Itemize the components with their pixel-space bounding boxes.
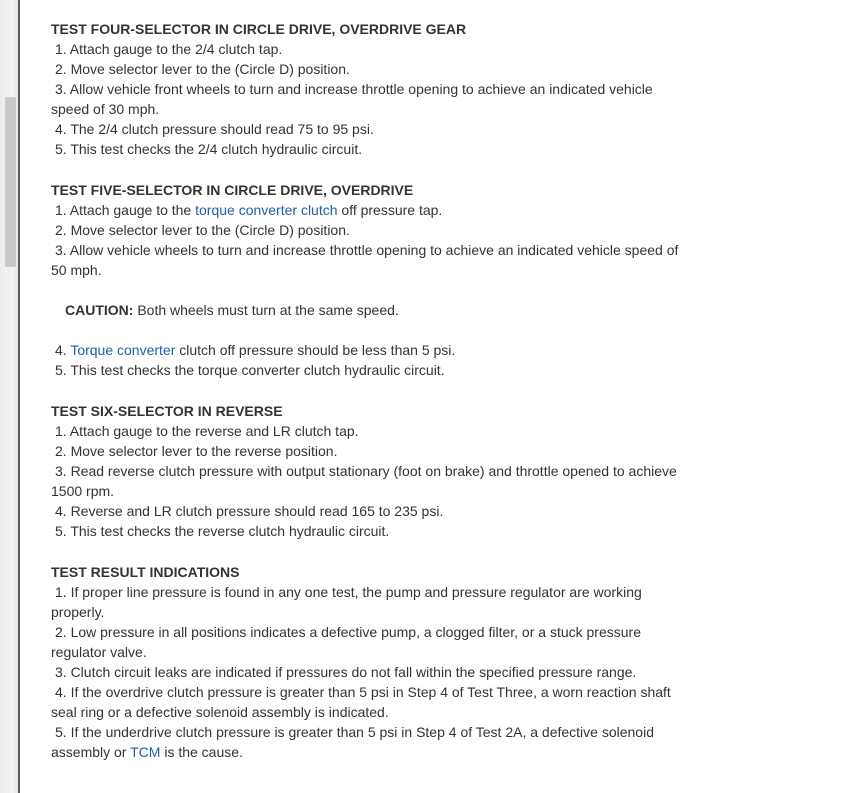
step-text: 2. Move selector lever to the reverse position. (55, 443, 338, 459)
caution-text: Both wheels must turn at the same speed. (133, 302, 399, 318)
section-title: TEST SIX-SELECTOR IN REVERSE (51, 403, 283, 419)
step-item (51, 119, 681, 139)
left-scrollbar-track[interactable] (0, 0, 18, 793)
step-text: 3. Allow vehicle wheels to turn and increase throttle opening to achieve an indicated vehicle speed of 50 mph. (51, 242, 679, 278)
section-test-result-indications (51, 561, 681, 762)
section-test-four (51, 18, 681, 159)
step-text: is the cause. (160, 744, 243, 760)
step-item (51, 39, 681, 59)
step-text: 5. This test checks the torque converter clutch hydraulic circuit. (55, 362, 445, 378)
step-item (51, 521, 681, 541)
step-item (51, 682, 681, 722)
tcm-link[interactable]: TCM (130, 744, 161, 760)
step-item (51, 461, 681, 501)
step-item (51, 139, 681, 159)
caution-label: CAUTION: (65, 302, 134, 318)
step-item (51, 360, 681, 380)
step-item (51, 200, 681, 220)
step-text: 3. Read reverse clutch pressure with output stationary (foot on brake) and throttle opened to achieve 1500 rpm. (51, 463, 677, 499)
section-test-five (51, 179, 681, 380)
step-item (51, 340, 681, 360)
step-text: 5. If the underdrive clutch pressure is greater than 5 psi in Step 4 of Test 2A, a defective solenoid assembly or (51, 724, 654, 760)
step-item (51, 240, 681, 280)
step-text: off pressure tap. (337, 202, 443, 218)
step-item (51, 59, 681, 79)
step-item (51, 582, 681, 622)
step-item (51, 722, 681, 762)
step-text: 3. Clutch circuit leaks are indicated if pressures do not fall within the specified pressure range. (55, 664, 637, 680)
step-text: 3. Allow vehicle front wheels to turn and increase throttle opening to achieve an indicated vehicle speed of 30 mph. (51, 81, 653, 117)
step-text: 4. Reverse and LR clutch pressure should read 165 to 235 psi. (55, 503, 444, 519)
step-text: 4. If the overdrive clutch pressure is greater than 5 psi in Step 4 of Test Three, a worn reaction shaft seal ring or a defective solenoid assembly is indicated. (51, 684, 671, 720)
torque-converter-clutch-link[interactable]: torque converter clutch (195, 202, 338, 218)
scrollbar-thumb[interactable] (5, 97, 16, 267)
document-content (51, 18, 681, 782)
section-test-six (51, 400, 681, 541)
step-text: 2. Move selector lever to the (Circle D) position. (55, 222, 350, 238)
step-text: 1. Attach gauge to the (55, 202, 196, 218)
step-item (51, 441, 681, 461)
step-text: 2. Low pressure in all positions indicates a defective pump, a clogged filter, or a stuck pressure regulator valve. (51, 624, 641, 660)
step-item (51, 79, 681, 119)
step-text: 1. Attach gauge to the reverse and LR clutch tap. (55, 423, 359, 439)
step-text: clutch off pressure should be less than 5 psi. (175, 342, 456, 358)
section-title: TEST RESULT INDICATIONS (51, 564, 240, 580)
step-text: 4. The 2/4 clutch pressure should read 75 to 95 psi. (55, 121, 374, 137)
panel-divider (18, 0, 20, 793)
step-text: 5. This test checks the reverse clutch hydraulic circuit. (55, 523, 390, 539)
section-title: TEST FOUR-SELECTOR IN CIRCLE DRIVE, OVERDRIVE GEAR (51, 21, 467, 37)
step-text: 4. (55, 342, 71, 358)
step-item (51, 622, 681, 662)
step-item (51, 662, 681, 682)
step-text: 2. Move selector lever to the (Circle D) position. (55, 61, 350, 77)
section-title: TEST FIVE-SELECTOR IN CIRCLE DRIVE, OVERDRIVE (51, 182, 414, 198)
torque-converter-link[interactable]: Torque converter (70, 342, 176, 358)
step-text: 1. Attach gauge to the 2/4 clutch tap. (55, 41, 283, 57)
step-item (51, 421, 681, 441)
step-item (51, 501, 681, 521)
caution-note (65, 300, 681, 320)
step-item (51, 220, 681, 240)
step-text: 5. This test checks the 2/4 clutch hydraulic circuit. (55, 141, 363, 157)
step-text: 1. If proper line pressure is found in any one test, the pump and pressure regulator are working properly. (51, 584, 642, 620)
